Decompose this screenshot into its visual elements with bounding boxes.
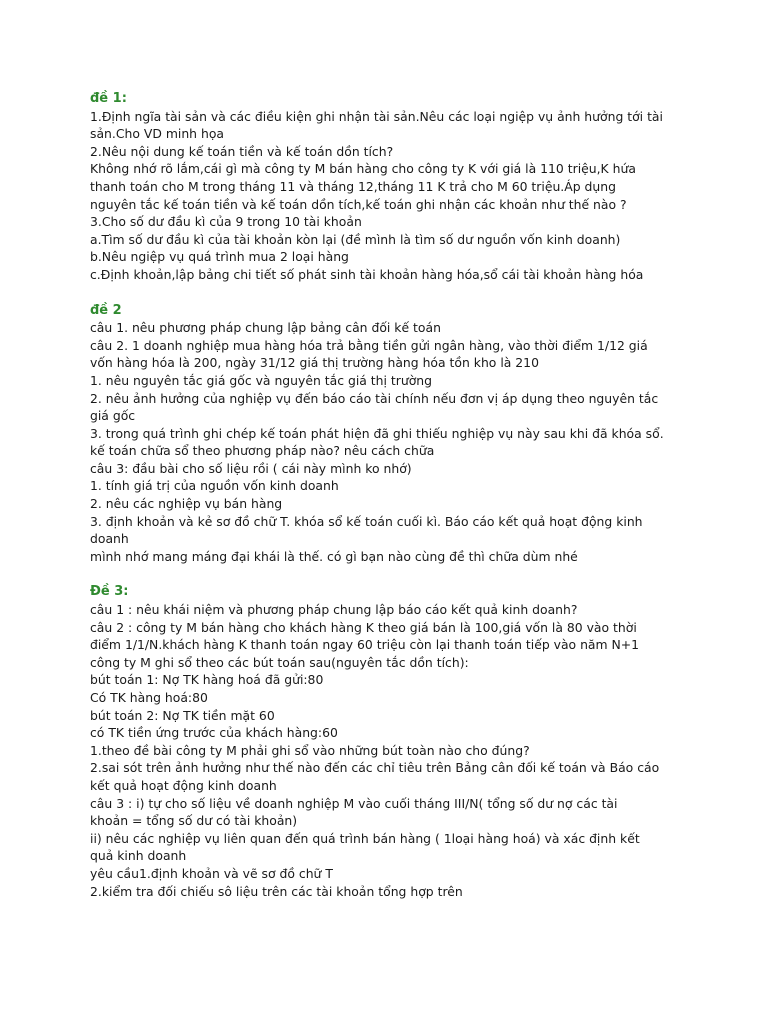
text-line: điểm 1/1/N.khách hàng K thanh toán ngay 60 triệu còn lại thanh toán tiếp vào năm N+1: [90, 637, 640, 653]
text-line: doanh: [90, 531, 129, 547]
text-line: Không nhớ rõ lắm,cái gì mà công ty M bán hàng cho công ty K với giá là 110 triệu,K hứa: [90, 161, 636, 177]
section-heading: đề 2: [90, 302, 122, 318]
text-line: thanh toán cho M trong tháng 11 và tháng 12,tháng 11 K trả cho M 60 triệu.Áp dụng: [90, 178, 616, 194]
text-line: 3. trong quá trình ghi chép kế toán phát hiện đã ghi thiếu nghiệp vụ này sau khi đã khóa sổ.: [90, 425, 664, 441]
text-line: nguyên tắc kế toán tiền và kế toán dồn tích,kế toán ghi nhận các khoản như thế nào ?: [90, 196, 627, 212]
text-line: a.Tìm số dư đầu kì của tài khoản kòn lại (đề mình là tìm số dư nguồn vốn kinh doanh): [90, 231, 621, 247]
text-line: kế toán chữa sổ theo phương pháp nào? nêu cách chữa: [90, 443, 435, 459]
text-line: sản.Cho VD minh họa: [90, 126, 225, 142]
text-line: câu 3: đầu bài cho số liệu rồi ( cái này mình ko nhớ): [90, 460, 412, 476]
text-line: mình nhớ mang máng đại khái là thế. có gì bạn nào cùng đề thì chữa dùm nhé: [90, 548, 578, 564]
text-line: 1.Định ngĩa tài sản và các điều kiện ghi nhận tài sản.Nêu các loại ngiệp vụ ảnh hưởng tới tài: [90, 108, 663, 124]
text-line: c.Định khoản,lập bảng chi tiết số phát sinh tài khoản hàng hóa,sổ cái tài khoản hàng hóa: [90, 266, 644, 282]
exam-section-2: [90, 302, 690, 566]
text-line: 1. nêu nguyên tắc giá gốc và nguyên tắc giá thị trường: [90, 372, 433, 388]
text-line: 2.Nêu nội dung kế toán tiền và kế toán dồn tích?: [90, 143, 394, 159]
document-page: [90, 90, 690, 918]
text-line: kết quả hoạt động kinh doanh: [90, 777, 277, 793]
text-line: câu 3 : i) tự cho số liệu về doanh nghiệp M vào cuối tháng III/N( tổng số dư nợ các tài: [90, 795, 618, 811]
text-line: công ty M ghi sổ theo các bút toán sau(nguyên tắc dồn tích):: [90, 654, 469, 670]
text-line: bút toán 1: Nợ TK hàng hoá đã gửi:80: [90, 672, 324, 688]
text-line: 1. tính giá trị của nguồn vốn kinh doanh: [90, 478, 339, 494]
text-line: 2. nêu các nghiệp vụ bán hàng: [90, 496, 283, 512]
text-line: 2.kiểm tra đối chiếu sô liệu trên các tài khoản tổng hợp trên: [90, 883, 463, 899]
exam-section-3: [90, 583, 690, 900]
exam-section-1: [90, 90, 690, 284]
text-line: có TK tiền ứng trước của khách hàng:60: [90, 725, 338, 741]
text-line: khoản = tổng số dư có tài khoản): [90, 813, 298, 829]
text-line: 2. nêu ảnh hưởng của nghiệp vụ đến báo cáo tài chính nếu đơn vị áp dụng theo nguyên tắc: [90, 390, 659, 406]
text-line: quả kinh doanh: [90, 848, 187, 864]
section-heading: Đề 3:: [90, 584, 129, 600]
text-line: 1.theo đề bài công ty M phải ghi sổ vào những bút toàn nào cho đúng?: [90, 742, 530, 758]
text-line: 3.Cho số dư đầu kì của 9 trong 10 tài khoản: [90, 214, 362, 230]
text-line: Có TK hàng hoá:80: [90, 690, 208, 705]
text-line: ii) nêu các nghiệp vụ liên quan đến quá trình bán hàng ( 1loại hàng hoá) và xác định kết: [90, 830, 640, 846]
text-line: câu 1 : nêu khái niệm và phương pháp chung lập báo cáo kết quả kinh doanh?: [90, 602, 578, 618]
text-line: câu 2 : công ty M bán hàng cho khách hàng K theo giá bán là 100,giá vốn là 80 vào thời: [90, 619, 637, 635]
text-line: 3. định khoản và kẻ sơ đồ chữ T. khóa sổ kế toán cuối kì. Báo cáo kết quả hoạt động kinh: [90, 513, 643, 529]
text-line: bút toán 2: Nợ TK tiền mặt 60: [90, 707, 275, 723]
text-line: giá gốc: [90, 408, 136, 424]
section-heading: đề 1:: [90, 91, 127, 106]
text-line: yêu cầu1.định khoản và vẽ sơ đồ chữ T: [90, 865, 333, 881]
text-line: câu 1. nêu phương pháp chung lập bảng cân đối kế toán: [90, 320, 441, 336]
text-line: b.Nêu ngiệp vụ quá trình mua 2 loại hàng: [90, 249, 349, 265]
text-line: câu 2. 1 doanh nghiệp mua hàng hóa trả bằng tiền gửi ngân hàng, vào thời điểm 1/12 giá: [90, 337, 648, 353]
text-line: 2.sai sót trên ảnh hưởng như thế nào đến các chỉ tiêu trên Bảng cân đối kế toán và Báo cáo: [90, 760, 660, 776]
text-line: vốn hàng hóa là 200, ngày 31/12 giá thị trường hàng hóa tồn kho là 210: [90, 355, 539, 371]
